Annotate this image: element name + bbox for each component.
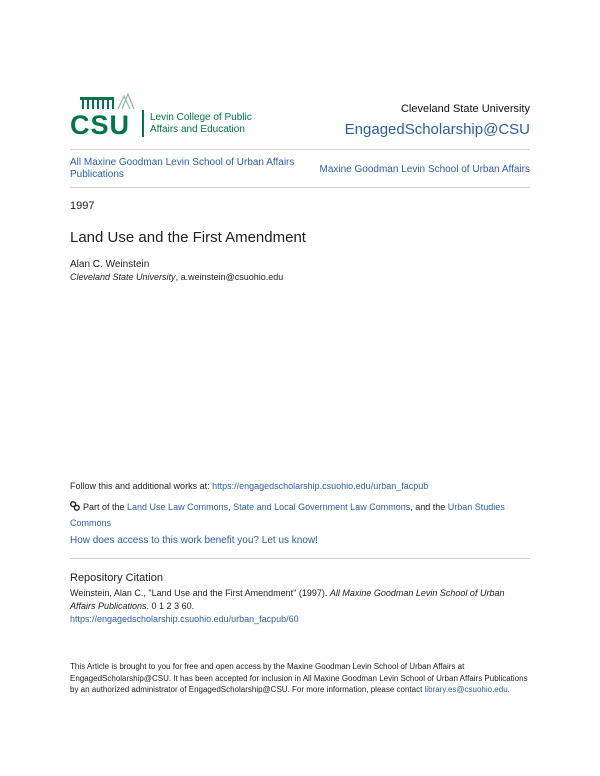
- header-divider-bottom: [70, 187, 530, 188]
- author-affiliation: Cleveland State University, a.weinstein@csuohio.edu: [70, 272, 284, 282]
- urban-studies-commons-link[interactable]: Urban Studies Commons: [70, 502, 505, 528]
- collection-link-school[interactable]: Maxine Goodman Levin School of Urban Affairs: [319, 164, 530, 175]
- logo-college-name: [150, 112, 252, 136]
- citation-heading: Repository Citation: [70, 572, 163, 584]
- footer-text: This Article is brought to you for free and open access by the Maxine Goodman Levin School of Urban Affairs at EngagedScholarship@CSU. It has been accepted for inclusion in All Maxine Goodman Levin School of Urban Affairs Publications by an authorized administrator of EngagedScholarship@CSU. For more information, please contact: [70, 662, 528, 694]
- citation-plain: Weinstein, Alan C., "Land Use and the First Amendment" (1997).: [70, 588, 330, 598]
- land-use-law-commons-link[interactable]: Land Use Law Commons: [127, 502, 229, 512]
- footer-notice: [70, 661, 530, 696]
- citation-italic: All Maxine Goodman Levin School of Urban Affairs Publications: [70, 588, 505, 611]
- part-of-prefix: Part of the: [83, 502, 128, 512]
- logo-abbrev: CSU: [70, 110, 131, 140]
- article-title: Land Use and the First Amendment: [70, 229, 306, 246]
- citation-text: [70, 587, 530, 626]
- follow-line: [70, 481, 530, 491]
- collection-link-all-publications[interactable]: All Maxine Goodman Levin School of Urban Affairs Publications: [70, 157, 295, 180]
- affiliation-name: Cleveland State University: [70, 272, 176, 282]
- footer-end: .: [507, 685, 510, 694]
- benefit-feedback-link[interactable]: How does access to this work benefit you? Let us know!: [70, 535, 318, 546]
- logo-divider: [142, 110, 144, 137]
- contact-email-link[interactable]: library.es@csuohio.edu: [424, 685, 508, 694]
- logo-college-line2: Affairs and Education: [150, 124, 245, 135]
- building-icon: [78, 92, 138, 110]
- university-name: Cleveland State University: [400, 103, 530, 115]
- logo-college-line1: Levin College of Public: [150, 112, 252, 123]
- part-of-line: [70, 499, 520, 531]
- publication-year: 1997: [70, 200, 95, 212]
- part-of-sep2: , and the: [410, 502, 448, 512]
- follow-prefix: Follow this and additional works at:: [70, 481, 213, 491]
- state-local-government-law-commons-link[interactable]: State and Local Government Law Commons: [233, 502, 411, 512]
- citation-end: . 0 1 2 3 60.: [146, 601, 195, 611]
- citation-url-link[interactable]: https://engagedscholarship.csuohio.edu/urban_facpub/60: [70, 614, 299, 624]
- citation-divider: [70, 558, 530, 559]
- repository-link[interactable]: EngagedScholarship@CSU: [344, 121, 530, 138]
- author-name: Alan C. Weinstein: [70, 259, 150, 270]
- open-access-icon: [70, 501, 80, 511]
- author-email: a.weinstein@csuohio.edu: [180, 272, 284, 282]
- part-of-sep1: ,: [228, 502, 234, 512]
- header-divider-top: [70, 149, 530, 150]
- follow-url-link[interactable]: https://engagedscholarship.csuohio.edu/urban_facpub: [212, 481, 429, 491]
